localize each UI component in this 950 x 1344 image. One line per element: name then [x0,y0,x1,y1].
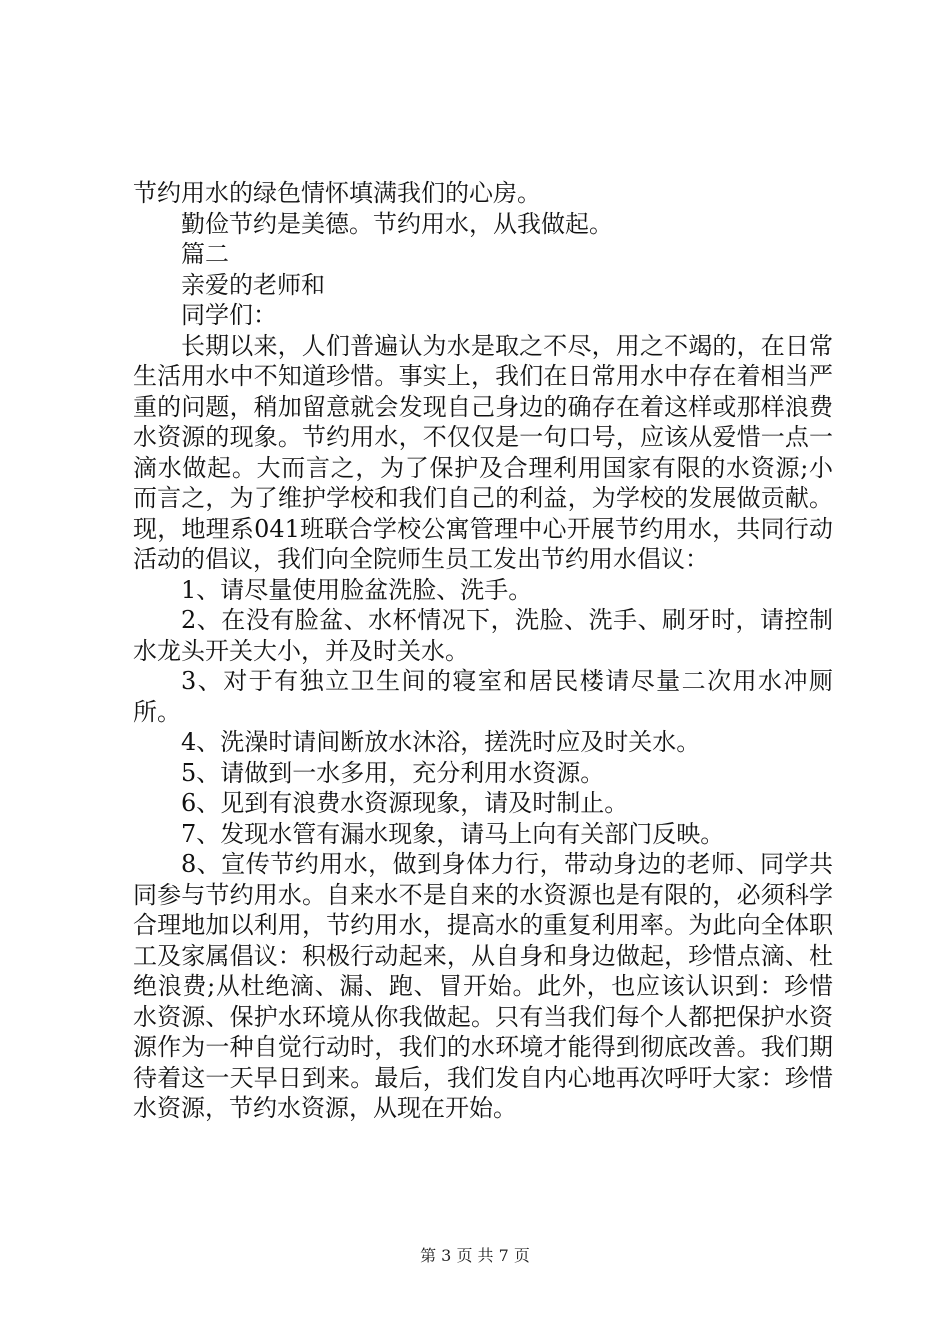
list-item-7: 7、发现水管有漏水现象，请马上向有关部门反映。 [181,819,725,848]
page-footer: 第 3 页 共 7 页 [420,1246,530,1265]
salutation-line-2: 同学们： [181,301,277,329]
list-item-4: 4、洗澡时请间断放水沐浴，搓洗时应及时关水。 [181,728,701,756]
salutation-line-1: 亲爱的老师和 [181,270,325,299]
list-item-1: 1、请尽量使用脸盆洗脸、洗手。 [181,575,533,604]
list-item-8: 8、宣传节约用水，做到身体力行，带动身边的老师、同学共同参与节约用水。自来水不是自来的水资源也是有限的，必须科学合理地加以利用，节约用水，提高水的重复利用率。为此向全体职工及家属倡议：积极行动起来，从自身和身边做起，珍惜点滴、杜绝浪费;从杜绝滴、漏、跑、冒开始。此外，也应该认识到：珍惜水资源、保护水环境从你我做起。只有当我们每个人都把保护水资源作为一种自觉行动时，我们的水环境才能得到彻底改善。我们期待着这一天早日到来。最后，我们发自内心地再次呼吁大家：珍惜水资源，节约水资源，从现在开始。 [133,850,833,1122]
section-heading: 篇二 [181,240,229,268]
paragraph-intro: 长期以来，人们普遍认为水是取之不尽，用之不竭的，在日常生活用水中不知道珍惜。事实上，我们在日常用水中存在着相当严重的问题，稍加留意就会发现自己身边的确存在着这样或那样浪费水资源的现象。节约用水，不仅仅是一句口号，应该从爱惜一点一滴水做起。大而言之，为了保护及合理利用国家有限的水资源;小而言之，为了维护学校和我们自己的利益，为学校的发展做贡献。现，地理系041班联合学校公寓管理中心开展节约用水，共同行动活动的倡议，我们向全院师生员工发出节约用水倡议： [133,331,833,573]
paragraph-closing-slogan: 勤俭节约是美德。节约用水，从我做起。 [181,209,613,238]
list-item-5: 5、请做到一水多用，充分利用水资源。 [181,758,605,787]
paragraph-continuation: 节约用水的绿色情怀填满我们的心房。 [133,179,541,207]
list-item-6: 6、见到有浪费水资源现象，请及时制止。 [181,789,629,817]
list-item-3: 3、对于有独立卫生间的寝室和居民楼请尽量二次用水冲厕所。 [133,667,833,726]
list-item-2: 2、在没有脸盆、水杯情况下，洗脸、洗手、刷牙时，请控制水龙头开关大小，并及时关水。 [133,606,833,665]
document-body [133,178,833,1124]
